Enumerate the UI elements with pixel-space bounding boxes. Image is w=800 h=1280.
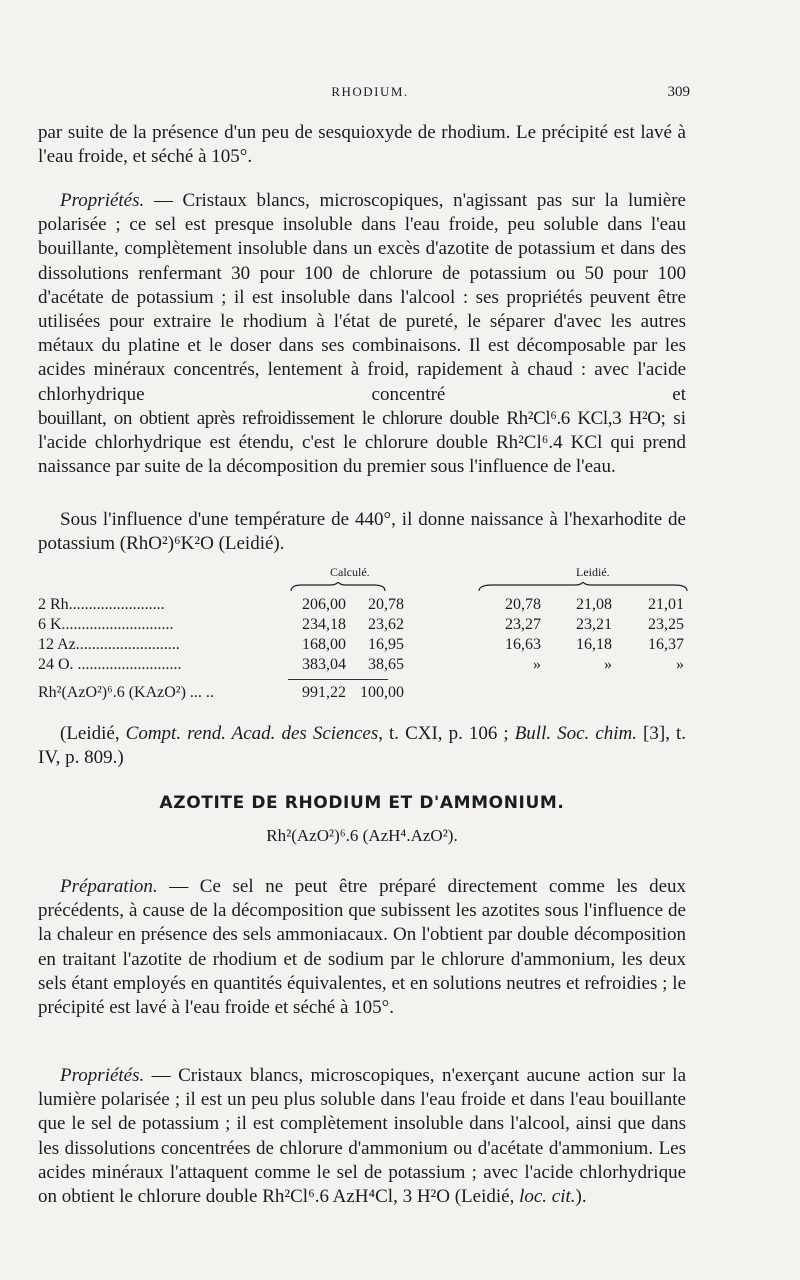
table-total-row — [38, 684, 698, 704]
column-header-calculated: Calculé. — [330, 565, 370, 579]
page-header — [50, 84, 690, 108]
found-value: 16,18 — [576, 636, 612, 653]
calc-mass: 206,00 — [302, 596, 346, 613]
total-mass: 991,22 — [302, 684, 346, 701]
found-value: » — [676, 656, 684, 673]
preparation-text: — Ce sel ne peut être préparé directement comme les deux précédents, à cause de la décomposition que subissent les azotites sous l'influence de la chaleur en présence des sels ammoniacaux. On l'obtient par double décomposition en traitant l'azotite de rhodium et de sodium par le chlorure d'ammonium, les deux sels étant employés en quantités équivalentes, et en solutions neutres et refroidies ; le précipité est lavé à l'eau froide et séché à 105°. — [38, 876, 686, 1019]
element-label: 24 O. .......................... — [38, 656, 182, 673]
calc-mass: 383,04 — [302, 656, 346, 673]
running-title: RHODIUM. — [331, 84, 409, 99]
properties-text: — Cristaux blancs, microscopiques, n'exerçant aucune action sur la lumière polarisée ; il est un peu plus soluble dans l'eau froide et dans l'eau bouillante que le sel de potassium ; il est complètement insoluble dans l'alcool, ainsi que dans les dissolutions concentrées de chlorure d'ammonium ou d'acétate d'ammonium. Les acides minéraux l'attaquent comme le sel de potassium ; avec l'acide chlorhydrique on obtient le chlorure double Rh²Cl⁶.6 AzH⁴Cl, 3 H²O (Leidié, — [38, 1065, 686, 1208]
brace-found — [478, 582, 688, 592]
found-value: 23,21 — [576, 616, 612, 633]
properties-text: — Cristaux blancs, microscopiques, n'agissant pas sur la lumière polarisée ; ce sel est presque insoluble dans l'eau froide, peu soluble dans l'eau bouillante, complètement insoluble dans un excès d'azotite de potassium et dans des dissolutions renfermant 30 pour 100 de chlorure de potassium ou 50 pour 100 d'acétate de potassium ; il est insoluble dans l'alcool : ses propriétés peuvent être utilisées pour extraire le rhodium à l'état de pureté, le séparer d'avec les autres métaux du platine et le doser dans ses combinaisons. Il est décomposable par les acides minéraux concentrés, lentement à froid, rapidement à chaud : avec l'acide chlorhydrique concentré et — [38, 190, 686, 405]
element-label: 12 Az.......................... — [38, 636, 180, 653]
found-value: 21,08 — [576, 596, 612, 613]
total-percent: 100,00 — [360, 684, 404, 701]
table-row — [38, 596, 698, 616]
found-value: 16,63 — [505, 636, 541, 653]
properties-text-continued: si l'acide chlorhydrique est étendu, c'est le chlorure double Rh²Cl⁶.4 KCl qui prend naissance par suite de la décomposition du premier sous l'influence de l'eau. — [38, 407, 686, 478]
table-row — [38, 656, 698, 676]
found-value: 23,25 — [648, 616, 684, 633]
calc-percent: 16,95 — [368, 636, 404, 653]
properties-heading: Propriétés. — [60, 190, 145, 211]
closing-punctuation: ). — [575, 1186, 587, 1208]
found-value: 16,37 — [648, 636, 684, 653]
paragraph-properties-ammonium — [38, 1064, 686, 1209]
properties-heading: Propriétés. — [60, 1065, 145, 1086]
preparation-heading: Préparation. — [60, 876, 158, 897]
calc-mass: 168,00 — [302, 636, 346, 653]
calc-percent: 23,62 — [368, 616, 404, 633]
found-value: 20,78 — [505, 596, 541, 613]
section-formula: Rh²(AzO²)⁶.6 (AzH⁴.AzO²). — [266, 826, 458, 845]
brace-calculated — [290, 582, 386, 592]
citation-prefix: (Leidié, — [60, 723, 126, 744]
column-header-found: Leidié. — [576, 565, 610, 579]
citation-journal-1: Compt. rend. Acad. des Sciences — [125, 723, 379, 744]
citation-suffix: [3], t. IV, p. 809.) — [38, 723, 687, 769]
total-rule — [288, 679, 388, 680]
chloride-formula-line: bouillant, on obtient après refroidissement le chlorure double Rh²Cl⁶.6 KCl,3 H²O; — [38, 407, 666, 429]
element-label: 6 K............................ — [38, 616, 174, 633]
citation-journal-2: Bull. Soc. chim. — [514, 723, 638, 744]
found-value: » — [533, 656, 541, 673]
element-label: 2 Rh........................ — [38, 596, 165, 613]
compound-formula: Rh²(AzO²)⁶.6 (KAzO²) ... .. — [38, 684, 214, 701]
paragraph-hexarhodite: Sous l'influence d'une température de 440°, il donne naissance à l'hexarhodite de potassium (RhO²)⁶K²O (Leidié). — [38, 509, 686, 555]
table-row — [38, 616, 698, 636]
citation-mid: , t. CXI, p. 106 ; — [378, 723, 515, 744]
page-number: 309 — [667, 84, 690, 100]
found-value: 21,01 — [648, 596, 684, 613]
source-reference: loc. cit. — [519, 1186, 576, 1208]
calc-percent: 20,78 — [368, 596, 404, 613]
section-title: AZOTITE DE RHODIUM ET D'AMMONIUM. — [159, 793, 565, 813]
paragraph-properties — [38, 189, 686, 479]
paragraph-preparation — [38, 875, 686, 1020]
found-value: 23,27 — [505, 616, 541, 633]
citation — [38, 722, 686, 770]
calc-percent: 38,65 — [368, 656, 404, 673]
paragraph-preparation-end: par suite de la présence d'un peu de sesquioxyde de rhodium. Le précipité est lavé à l'eau froide, et séché à 105°. — [38, 122, 686, 168]
table-row — [38, 636, 698, 656]
found-value: » — [604, 656, 612, 673]
calc-mass: 234,18 — [302, 616, 346, 633]
